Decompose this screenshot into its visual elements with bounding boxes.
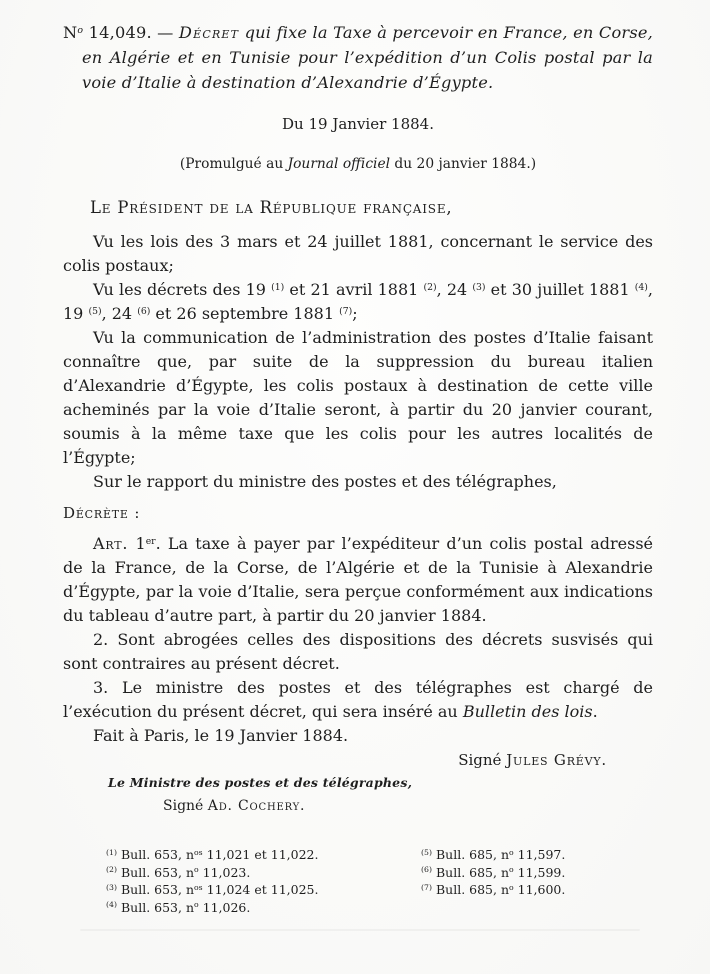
recital-communication: Vu la communication de l’administration des postes d’Italie faisant connaître que, par suite de la suppression du bureau italien d’Alexandrie d’Égypte, les colis postaux à destination de cette ville acheminés par la voie d’Italie seront, à partir du 20 janvier courant, soumis à la même taxe que les colis pour les autres localités de l’Égypte; <box>63 328 653 467</box>
decree-word: Décrète : <box>63 504 141 522</box>
footnote-1: $^{(1)}$ Bull. 653, $n^{os}$ 11,021 et 11,022. <box>106 847 319 862</box>
footnote-3: $^{(3)}$ Bull. 653, $n^{os}$ 11,024 et 11,025. <box>106 882 319 897</box>
article-1: Art. 1er. La taxe à payer par l’expéditeur d’un colis postal adressé de la France, de la Corse, de l’Algérie et de la Tunisie à Alexandrie d’Égypte, par la voie d’Italie, sera perçue conformément aux indications du tableau d’autre part, à partir du 20 janvier 1884. <box>63 534 654 625</box>
article-3: 3. Le ministre des postes et des télégraphes est chargé de l’exécution du présent décret, qui sera inséré au Bulletin des lois. <box>63 678 653 721</box>
recital-report: Sur le rapport du ministre des postes et des télégraphes, <box>93 472 557 491</box>
recital-laws: Vu les lois des 3 mars et 24 juillet 1881, concernant le service des colis postaux; <box>63 232 653 275</box>
scan-noise-line <box>80 929 640 931</box>
signature-minister: Signé Ad. Cochery. <box>163 798 306 814</box>
footnote-5: $^{(5)}$ Bull. 685, $n^o$ 11,597. <box>421 847 566 862</box>
recital-decrees: Vu les décrets des 19 $^{(1)}$ et 21 avril 1881 $^{(2)}$, 24 $^{(3)}$ et 30 juillet 1881 $^{(4)}$, 19 $^{(5)}$, 24 $^{(6)}$ et 26 septembre 1881 $^{(7)}$; <box>63 280 654 323</box>
promulgation-note: (Promulgué au Journal officiel du 20 janvier 1884.) <box>179 156 537 172</box>
salutation-president: Le Président de la République française, <box>90 198 453 217</box>
footnotes-right-column <box>421 846 565 899</box>
minister-title: Le Ministre des postes et des télégraphes, <box>108 775 413 790</box>
footnote-4: $^{(4)}$ Bull. 653, $n^o$ 11,026. <box>106 899 251 915</box>
signature-president: Signé Jules Grévy. <box>458 751 607 769</box>
footnote-6: $^{(6)}$ Bull. 685, $n^o$ 11,599. <box>421 864 566 880</box>
footnotes-left-column <box>106 846 318 916</box>
footnote-7: $^{(7)}$ Bull. 685, $n^o$ 11,600. <box>421 882 566 897</box>
footnote-2: $^{(2)}$ Bull. 653, $n^o$ 11,023. <box>106 864 251 880</box>
date-line: Du 19 Janvier 1884. <box>282 115 434 133</box>
article-2: 2. Sont abrogées celles des dispositions des décrets susvisés qui sont contraires au présent décret. <box>63 630 653 673</box>
decree-heading: $N^o$ 14,049. — Décret qui fixe la Taxe à percevoir en France, en Corse, en Algérie et en Tunisie pour l’expédition d’un Colis postal par la voie d’Italie à destination d’Alexandrie d’Égypte. <box>63 23 653 92</box>
closing-place-date: Fait à Paris, le 19 Janvier 1884. <box>93 726 349 745</box>
text-block <box>63 20 653 814</box>
